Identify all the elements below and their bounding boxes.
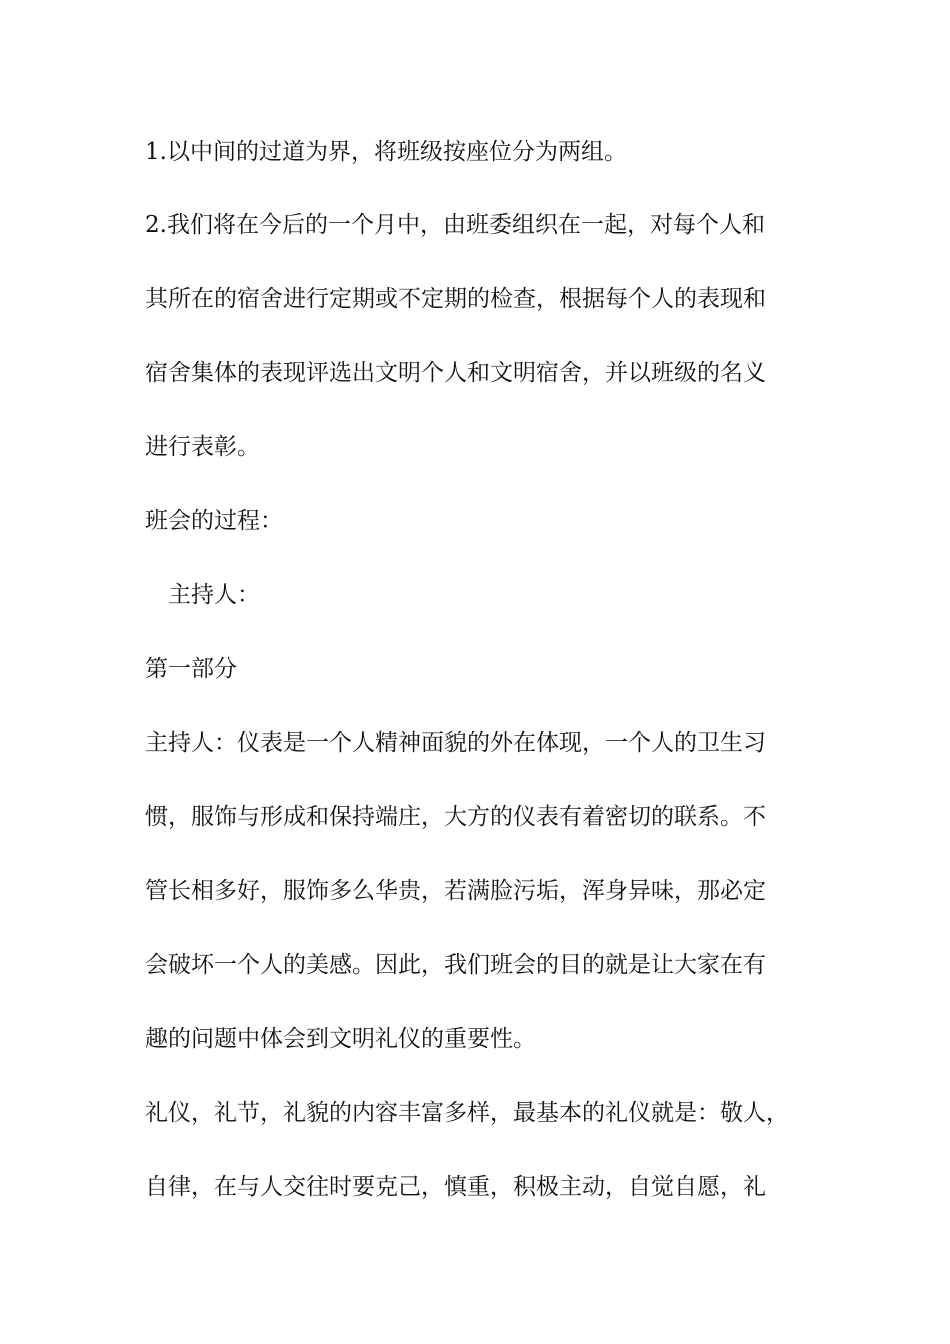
text-line-14: 礼仪，礼节，礼貌的内容丰富多样，最基本的礼仪就是：敬人，: [145, 1100, 789, 1126]
text-line-12: 会破坏一个人的美感。因此，我们班会的目的就是让大家在有: [145, 952, 766, 978]
text-line-9: 主持人：仪表是一个人精神面貌的外在体现，一个人的卫生习: [145, 730, 766, 756]
text-line-13: 趣的问题中体会到文明礼仪的重要性。: [145, 1026, 536, 1052]
text-line-4: 宿舍集体的表现评选出文明个人和文明宿舍，并以班级的名义: [145, 360, 766, 386]
text-line-3: 其所在的宿舍进行定期或不定期的检查，根据每个人的表现和: [145, 286, 766, 312]
host-label: 主持人：: [168, 582, 260, 608]
text-line-15: 自律，在与人交往时要克己，慎重，积极主动，自觉自愿，礼: [145, 1174, 766, 1200]
text-line-10: 惯，服饰与形成和保持端庄，大方的仪表有着密切的联系。不: [145, 804, 766, 830]
text-line-11: 管长相多好，服饰多么华贵，若满脸污垢，浑身异味，那必定: [145, 878, 766, 904]
text-line-2: 2.我们将在今后的一个月中，由班委组织在一起，对每个人和: [145, 212, 765, 238]
section-heading-process: 班会的过程：: [145, 508, 283, 534]
part-one-heading: 第一部分: [145, 656, 237, 682]
text-line-1: 1.以中间的过道为界，将班级按座位分为两组。: [145, 139, 627, 165]
text-line-5: 进行表彰。: [145, 434, 260, 460]
